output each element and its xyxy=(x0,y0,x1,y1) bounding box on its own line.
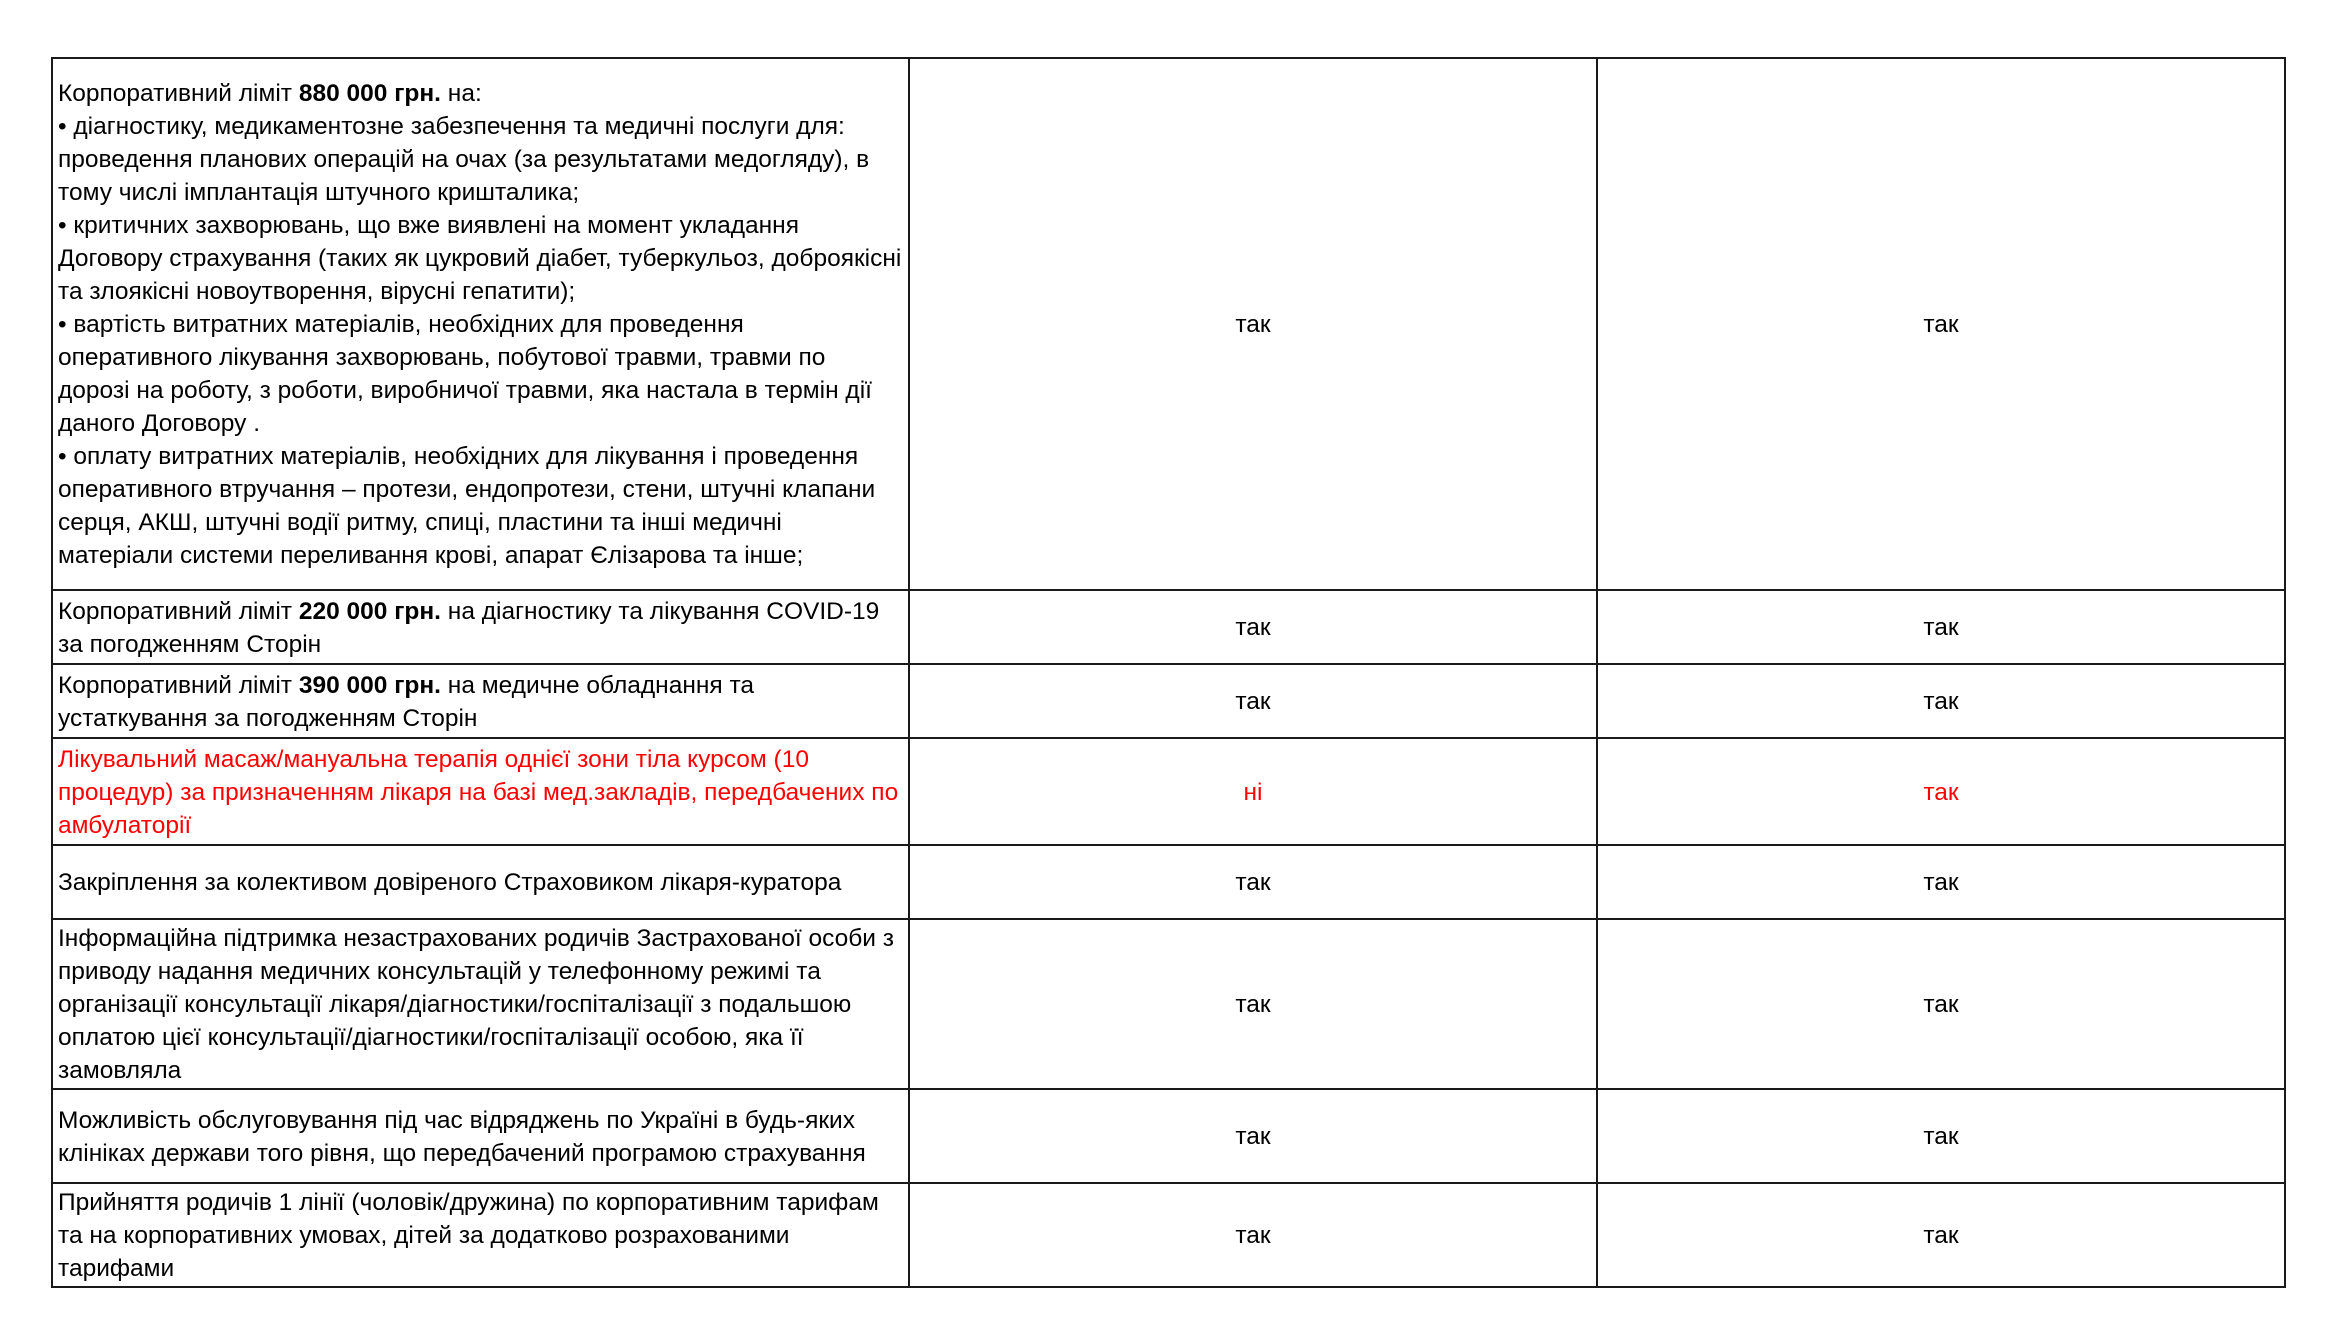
bullet-item: • діагностику, медикаментозне забезпечення та медичні послуги для: проведення планових операцій на очах (за результатами медогляду), в тому числі імплантація штучного кришталика; xyxy=(58,113,870,206)
value-cell: так xyxy=(909,590,1597,664)
row-description xyxy=(52,664,909,738)
table-row xyxy=(52,58,2285,590)
row-description: Можливість обслуговування під час відряджень по Україні в будь-яких клініках держави того рівня, що передбачений програмою страхування xyxy=(52,1089,909,1183)
value-cell: так xyxy=(909,58,1597,590)
value-cell: так xyxy=(909,664,1597,738)
value-cell: так xyxy=(1597,1089,2285,1183)
limit-intro-text: Корпоративний ліміт xyxy=(58,671,299,699)
table-row-highlighted xyxy=(52,738,2285,845)
limit-amount: 220 000 грн. xyxy=(298,597,441,625)
table-row xyxy=(52,919,2285,1089)
limit-amount: 880 000 грн. xyxy=(298,80,441,107)
value-cell: так xyxy=(1597,1183,2285,1287)
value-cell: так xyxy=(1597,590,2285,664)
value-cell: ні xyxy=(909,738,1597,845)
table-row xyxy=(52,1089,2285,1183)
row-description xyxy=(52,590,909,664)
value-cell: так xyxy=(1597,664,2285,738)
row-description: Закріплення за колективом довіреного Страховиком лікаря-куратора xyxy=(52,845,909,919)
bullet-item: • критичних захворювань, що вже виявлені на момент укладання Договору страхування (таких як цукровий діабет, туберкульоз, доброякісні та злоякісні новоутворення, вірусні гепатити); xyxy=(58,212,902,305)
value-cell: так xyxy=(909,1183,1597,1287)
limit-intro-suffix: на діагностику та лікування COVID-19 за погодженням Сторін xyxy=(58,597,880,658)
value-cell: так xyxy=(1597,919,2285,1089)
limit-intro-text: Корпоративний ліміт xyxy=(58,80,299,107)
limit-intro-suffix: на: xyxy=(440,80,482,107)
table-row xyxy=(52,664,2285,738)
limit-amount: 390 000 грн. xyxy=(298,671,441,699)
table-row xyxy=(52,590,2285,664)
bullet-item: • оплату витратних матеріалів, необхідних для лікування і проведення оперативного втручання – протези, ендопротези, стени, штучні клапани серця, АКШ, штучні водії ритму, спиці, пластини та інші медичні матеріали системи переливання крові, апарат Єлізарова та інше; xyxy=(58,443,876,569)
table-row xyxy=(52,1183,2285,1287)
value-cell: так xyxy=(1597,738,2285,845)
table-row xyxy=(52,845,2285,919)
value-cell: так xyxy=(1597,58,2285,590)
value-cell: так xyxy=(1597,845,2285,919)
row-description: Лікувальний масаж/мануальна терапія однієї зони тіла курсом (10 процедур) за призначенням лікаря на базі мед.закладів, передбачених по амбулаторії xyxy=(52,738,909,845)
row-description: Інформаційна підтримка незастрахованих родичів Застрахованої особи з приводу надання медичних консультацій у телефонному режимі та організації консультації лікаря/діагностики/госпіталізації з подальшою оплатою цієї консультації/діагностики/госпіталізації особою, яка її замовляла xyxy=(52,919,909,1089)
bullet-item: • вартість витратних матеріалів, необхідних для проведення оперативного лікування захворювань, побутової травми, травми по дорозі на роботу, з роботи, виробничої травми, яка настала в термін дії даного Договору . xyxy=(58,311,872,437)
limit-intro-suffix: на медичне обладнання та устаткування за погодженням Сторін xyxy=(58,671,755,732)
limit-intro xyxy=(58,77,903,110)
benefits-table xyxy=(51,57,2286,1288)
row-description xyxy=(52,58,909,590)
row-description: Прийняття родичів 1 лінії (чоловік/дружина) по корпоративним тарифам та на корпоративних умовах, дітей за додатково розрахованими тарифами xyxy=(52,1183,909,1287)
value-cell: так xyxy=(909,845,1597,919)
limit-intro-text: Корпоративний ліміт xyxy=(58,597,299,625)
value-cell: так xyxy=(909,1089,1597,1183)
value-cell: так xyxy=(909,919,1597,1089)
